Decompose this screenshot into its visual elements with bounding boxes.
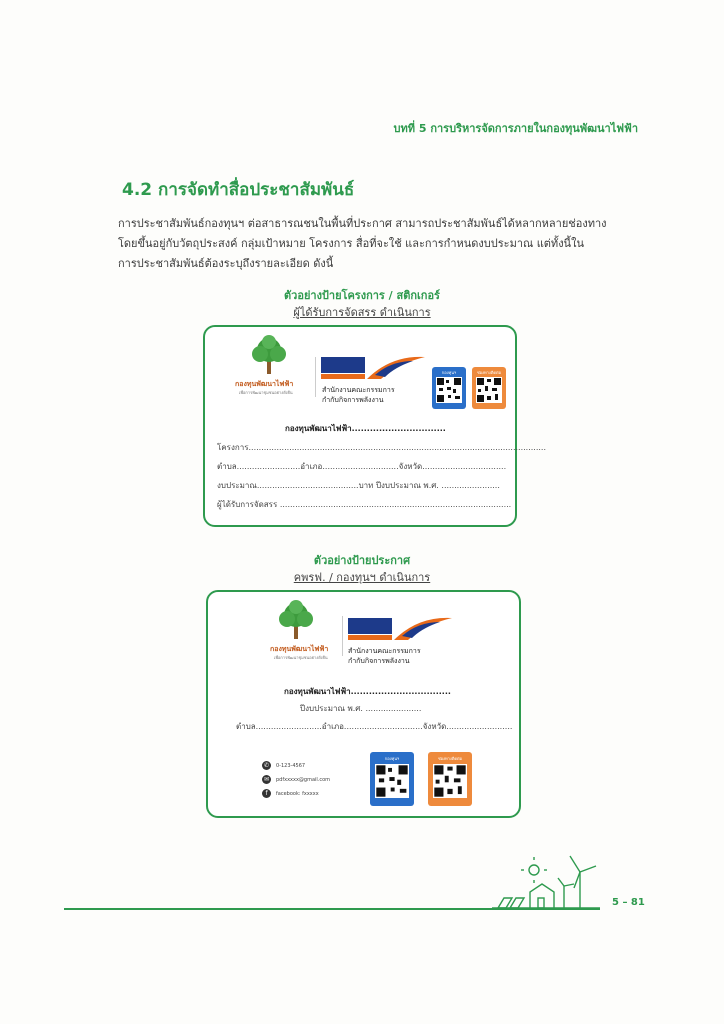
phone-number: 0-123-4567 (276, 763, 306, 769)
qr-code-icon (433, 764, 467, 798)
energy-illustration-icon (490, 852, 602, 910)
qr-code-icon (375, 764, 409, 798)
example2-subcaption: คพรฟ. / กองทุนฯ ดำเนินการ (293, 571, 431, 584)
example2-caption: ตัวอย่างป้ายประกาศ (313, 554, 411, 567)
qr-card-contact (472, 367, 506, 409)
qr-label: กองทุนฯ (441, 370, 457, 375)
facebook-page: facebook: fxxxxx (276, 791, 319, 797)
paragraph-line: การประชาสัมพันธ์กองทุนฯ ต่อสาธารณชนในพื้นที่ประกาศ สามารถประชาสัมพันธ์ได้หลากหลายช่องทาง (118, 217, 607, 230)
fund-logo-text: กองทุนพัฒนาไฟฟ้า (235, 380, 294, 388)
email-icon: ✉ (263, 776, 270, 783)
example1-caption: ตัวอย่างป้ายโครงการ / สติกเกอร์ (284, 289, 440, 302)
fund-logo-text: กองทุนพัฒนาไฟฟ้า (270, 645, 329, 653)
phone-icon: ✆ (263, 762, 270, 769)
section-title: 4.2 การจัดทำสื่อประชาสัมพันธ์ (122, 180, 355, 200)
qr-label: ช่องทางติดต่อ (476, 370, 502, 375)
erc-logo-icon (348, 614, 454, 644)
qr-card-fund (370, 752, 414, 806)
erc-name-line2: กำกับกิจการพลังงาน (322, 396, 384, 404)
fund-heading: กองทุนพัฒนาไฟฟ้า................................. (284, 687, 451, 696)
facebook-icon: f (262, 789, 271, 798)
example1-subcaption: ผู้ได้รับการจัดสรร ดำเนินการ (293, 306, 431, 319)
erc-name-line1: สำนักงานคณะกรรมการ (322, 386, 395, 394)
page-number: 5 – 81 (612, 897, 645, 908)
divider (315, 357, 316, 397)
budget-year-field: ปีงบประมาณ พ.ศ. ...................... (300, 704, 422, 713)
qr-card-contact (428, 752, 472, 806)
erc-logo-icon (321, 353, 427, 383)
qr-label: ช่องทางติดต่อ (437, 756, 463, 761)
fund-heading: กองทุนพัฒนาไฟฟ้า............................... (285, 424, 446, 433)
footer-line (64, 908, 600, 910)
chapter-header: บทที่ 5 การบริหารจัดการภายในกองทุนพัฒนาไฟฟ้า (393, 122, 638, 135)
project-field: โครงการ..................................................................................................................... (217, 443, 547, 452)
paragraph-line: โดยขึ้นอยู่กับวัตถุประสงค์ กลุ่มเป้าหมาย โครงการ สื่อที่จะใช้ และการกำหนดงบประมาณ แต่ทั้งนี้ใน (118, 237, 584, 250)
location-field: ตำบล..........................อำเภอ...............................จังหวัด.......................... (236, 722, 513, 731)
paragraph-line: การประชาสัมพันธ์ต้องระบุถึงรายละเอียด ดังนี้ (118, 257, 334, 270)
email-address: pdfxxxxx@gmail.com (276, 777, 331, 783)
budget-field: งบประมาณ........................................บาท ปีงบประมาณ พ.ศ. ....................... (217, 481, 500, 490)
erc-name-line2: กำกับกิจการพลังงาน (348, 657, 410, 665)
qr-code-icon (436, 377, 462, 403)
project-sign-card (203, 325, 547, 527)
announcement-sign-card (206, 590, 521, 818)
tree-logo-icon (249, 334, 289, 378)
location-field: ตำบล.........................อำเภอ..............................จังหวัด................................. (217, 462, 507, 471)
erc-name-line1: สำนักงานคณะกรรมการ (348, 647, 421, 655)
tree-logo-icon (276, 599, 316, 643)
qr-code-icon (476, 377, 502, 403)
divider (342, 616, 343, 656)
fund-logo-subtitle: เพื่อการพัฒนาชุมชนอย่างยั่งยืน (239, 390, 293, 395)
qr-label: กองทุนฯ (384, 756, 400, 761)
recipient-field: ผู้ได้รับการจัดสรร ........................................................................................... (217, 500, 512, 509)
qr-card-fund (432, 367, 466, 409)
fund-logo-subtitle: เพื่อการพัฒนาชุมชนอย่างยั่งยืน (274, 655, 328, 660)
